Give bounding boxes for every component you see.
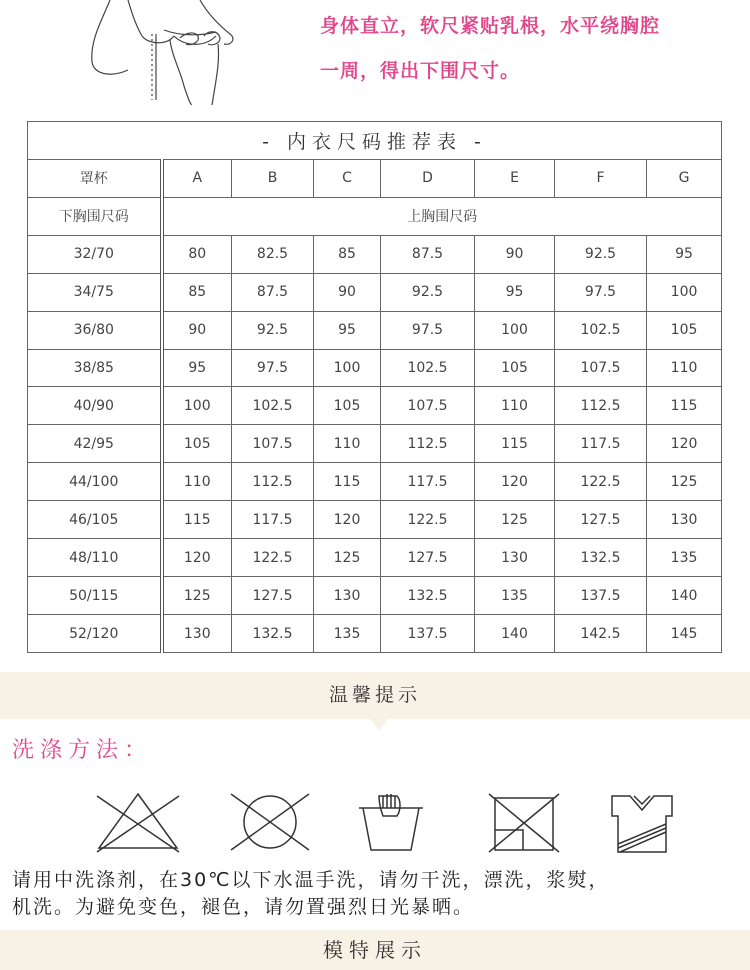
over-bust-value: 85 [162, 273, 232, 311]
table-title: - 内衣尺码推荐表 - [28, 122, 722, 160]
cup-header-row [28, 159, 722, 197]
cup-label: 罩杯 [28, 159, 162, 197]
over-bust-value: 120 [475, 463, 555, 501]
over-bust-value: 92.5 [381, 273, 475, 311]
over-bust-value: 80 [162, 235, 232, 273]
cup-header: C [314, 159, 381, 197]
over-bust-value: 125 [162, 577, 232, 615]
cup-header: E [475, 159, 555, 197]
over-bust-value: 100 [162, 387, 232, 425]
over-bust-value: 112.5 [381, 425, 475, 463]
over-bust-value: 105 [314, 387, 381, 425]
over-bust-value: 110 [475, 387, 555, 425]
wash-instructions [12, 867, 742, 921]
table-row [28, 463, 722, 501]
cup-header: A [162, 159, 232, 197]
care-icons [0, 790, 750, 860]
table-row [28, 311, 722, 349]
cup-header: G [647, 159, 722, 197]
over-bust-value: 90 [162, 311, 232, 349]
over-bust-value: 112.5 [232, 463, 314, 501]
over-bust-value: 117.5 [381, 463, 475, 501]
measure-instruction [320, 4, 740, 94]
table-row [28, 539, 722, 577]
table-row [28, 615, 722, 653]
tips-banner-pointer [370, 719, 388, 731]
over-bust-value: 132.5 [381, 577, 475, 615]
under-bust-size: 40/90 [28, 387, 162, 425]
over-bust-value: 125 [647, 463, 722, 501]
over-bust-value: 127.5 [555, 501, 647, 539]
under-bust-size: 50/115 [28, 577, 162, 615]
over-bust-value: 85 [314, 235, 381, 273]
over-bust-value: 130 [475, 539, 555, 577]
over-bust-value: 100 [475, 311, 555, 349]
over-bust-value: 137.5 [555, 577, 647, 615]
measuring-illustration [80, 0, 250, 105]
over-bust-value: 137.5 [381, 615, 475, 653]
over-bust-value: 130 [647, 501, 722, 539]
over-bust-value: 125 [314, 539, 381, 577]
table-row [28, 425, 722, 463]
table-row [28, 387, 722, 425]
over-bust-value: 90 [475, 235, 555, 273]
over-bust-value: 115 [314, 463, 381, 501]
table-row [28, 577, 722, 615]
over-bust-value: 135 [475, 577, 555, 615]
over-bust-value: 120 [162, 539, 232, 577]
over-bust-value: 145 [647, 615, 722, 653]
under-bust-size: 46/105 [28, 501, 162, 539]
over-bust-value: 87.5 [381, 235, 475, 273]
over-bust-value: 100 [647, 273, 722, 311]
wash-heading: 洗涤方法： [12, 738, 153, 763]
wash-instructions-line1: 请用中洗涤剂，在30℃以下水温手洗，请勿干洗，漂洗，浆熨， [12, 869, 610, 891]
tips-heading: 温馨提示 [328, 684, 421, 706]
over-bust-value: 90 [314, 273, 381, 311]
hand-wash-icon [357, 790, 427, 854]
over-bust-value: 112.5 [555, 387, 647, 425]
over-bust-value: 105 [475, 349, 555, 387]
no-bleach-icon [93, 790, 183, 854]
over-bust-value: 130 [314, 577, 381, 615]
over-bust-value: 100 [314, 349, 381, 387]
over-bust-value: 140 [475, 615, 555, 653]
over-bust-value: 95 [314, 311, 381, 349]
over-bust-value: 132.5 [232, 615, 314, 653]
over-bust-value: 102.5 [555, 311, 647, 349]
over-bust-value: 102.5 [232, 387, 314, 425]
over-bust-value: 97.5 [381, 311, 475, 349]
measure-instruction-line2: 一周，得出下围尺寸。 [320, 60, 521, 82]
over-bust-value: 117.5 [555, 425, 647, 463]
over-bust-label: 上胸围尺码 [162, 197, 722, 235]
measure-header-row [28, 197, 722, 235]
table-row [28, 273, 722, 311]
over-bust-value: 97.5 [555, 273, 647, 311]
over-bust-value: 92.5 [232, 311, 314, 349]
table-row [28, 235, 722, 273]
tips-banner [0, 672, 750, 719]
no-iron-icon [608, 790, 678, 856]
no-tumble-dry-icon [487, 790, 562, 854]
over-bust-value: 122.5 [381, 501, 475, 539]
over-bust-value: 115 [647, 387, 722, 425]
over-bust-value: 135 [647, 539, 722, 577]
over-bust-value: 110 [647, 349, 722, 387]
under-bust-label: 下胸围尺码 [28, 197, 162, 235]
table-row [28, 349, 722, 387]
under-bust-size: 36/80 [28, 311, 162, 349]
over-bust-value: 107.5 [381, 387, 475, 425]
over-bust-value: 120 [314, 501, 381, 539]
no-dry-clean-icon [225, 790, 315, 854]
over-bust-value: 115 [162, 501, 232, 539]
over-bust-value: 117.5 [232, 501, 314, 539]
over-bust-value: 135 [314, 615, 381, 653]
over-bust-value: 105 [647, 311, 722, 349]
over-bust-value: 132.5 [555, 539, 647, 577]
over-bust-value: 140 [647, 577, 722, 615]
under-bust-size: 32/70 [28, 235, 162, 273]
over-bust-value: 115 [475, 425, 555, 463]
over-bust-value: 87.5 [232, 273, 314, 311]
under-bust-size: 52/120 [28, 615, 162, 653]
over-bust-value: 120 [647, 425, 722, 463]
cup-header: D [381, 159, 475, 197]
over-bust-value: 97.5 [232, 349, 314, 387]
over-bust-value: 95 [162, 349, 232, 387]
cup-header: B [232, 159, 314, 197]
over-bust-value: 110 [314, 425, 381, 463]
over-bust-value: 107.5 [232, 425, 314, 463]
measure-instruction-line1: 身体直立，软尺紧贴乳根，水平绕胸腔 [320, 15, 661, 37]
cup-header: F [555, 159, 647, 197]
over-bust-value: 95 [475, 273, 555, 311]
under-bust-size: 44/100 [28, 463, 162, 501]
under-bust-size: 34/75 [28, 273, 162, 311]
bra-size-table [27, 121, 722, 653]
table-row [28, 501, 722, 539]
over-bust-value: 110 [162, 463, 232, 501]
over-bust-value: 122.5 [555, 463, 647, 501]
under-bust-size: 42/95 [28, 425, 162, 463]
over-bust-value: 130 [162, 615, 232, 653]
over-bust-value: 142.5 [555, 615, 647, 653]
over-bust-value: 102.5 [381, 349, 475, 387]
over-bust-value: 92.5 [555, 235, 647, 273]
over-bust-value: 122.5 [232, 539, 314, 577]
under-bust-size: 38/85 [28, 349, 162, 387]
model-banner [0, 930, 750, 970]
over-bust-value: 127.5 [232, 577, 314, 615]
model-heading: 模特展示 [323, 938, 427, 962]
over-bust-value: 95 [647, 235, 722, 273]
over-bust-value: 127.5 [381, 539, 475, 577]
over-bust-value: 82.5 [232, 235, 314, 273]
over-bust-value: 125 [475, 501, 555, 539]
over-bust-value: 107.5 [555, 349, 647, 387]
under-bust-size: 48/110 [28, 539, 162, 577]
over-bust-value: 105 [162, 425, 232, 463]
wash-instructions-line2: 机洗。为避免变色，褪色，请勿置强烈日光暴晒。 [12, 896, 475, 918]
